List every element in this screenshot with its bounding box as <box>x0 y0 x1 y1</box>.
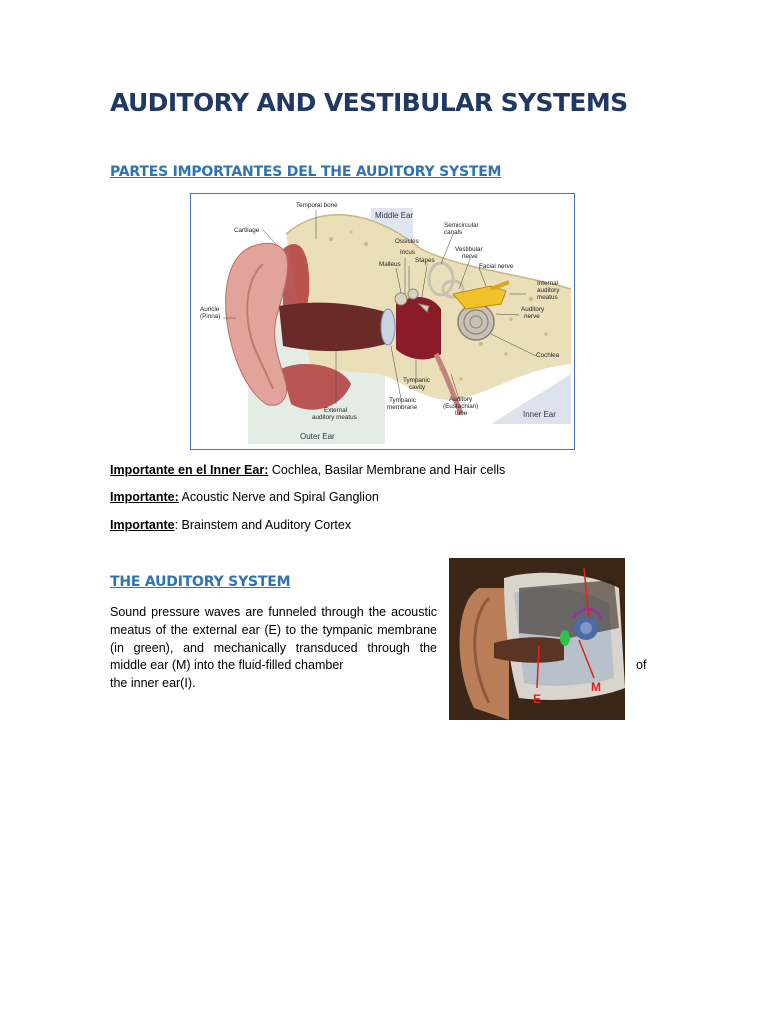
label-tympanic-cavity-1: Tympanic <box>403 377 430 384</box>
note-label: Importante: <box>110 490 179 504</box>
note-label: Importante en el Inner Ear: <box>110 463 269 477</box>
label-ossicles: Ossicles <box>395 238 419 245</box>
label-semicircular-2: canals <box>444 229 463 236</box>
ear-cross-section-photo <box>449 558 625 720</box>
label-auditory-nerve-2: nerve <box>524 313 540 320</box>
ear-anatomy-illustration <box>191 194 575 450</box>
note-text: Cochlea, Basilar Membrane and Hair cells <box>268 463 506 477</box>
label-temporal-bone: Temporal bone <box>296 202 338 209</box>
label-cartilage: Cartilage <box>234 227 260 234</box>
label-external-1: External <box>324 407 348 414</box>
paragraph-tail-word: of <box>636 658 647 672</box>
note-inner-ear <box>110 463 505 477</box>
ear-cross-section-illustration <box>449 558 625 720</box>
label-malleus: Malleus <box>379 261 401 268</box>
label-auricle-1: Auricle <box>200 306 220 313</box>
note-label: Importante <box>110 518 175 532</box>
label-tympanic-membrane-1: Tympanic <box>389 397 416 404</box>
label-middle-ear: Middle Ear <box>375 211 414 220</box>
label-stapes: Stapes <box>415 257 435 264</box>
label-vestibular-2: nerve <box>462 253 478 260</box>
label-auditory-tube-3: tube <box>455 410 468 417</box>
cochlea-shape <box>458 304 494 340</box>
label-outer-ear: Outer Ear <box>300 432 335 441</box>
note-acoustic-nerve <box>110 490 379 504</box>
label-internal-2: auditory <box>537 287 560 294</box>
note-text: Acoustic Nerve and Spiral Ganglion <box>178 490 379 504</box>
photo-label-m: M <box>591 680 601 694</box>
label-facial-nerve: Facial nerve <box>479 263 514 270</box>
label-tympanic-cavity-2: cavity <box>409 384 426 391</box>
label-tympanic-membrane-2: membrane <box>387 404 418 411</box>
photo-label-e: E <box>533 692 542 706</box>
note-brainstem <box>110 518 351 532</box>
label-semicircular-1: Semicircular <box>444 222 479 229</box>
label-internal-1: Internal <box>537 280 559 287</box>
label-auditory-tube-1: Auditory <box>449 396 473 403</box>
paragraph-auditory-system: Sound pressure waves are funneled through the acoustic meatus of the external ear (E) to the tympanic membrane (in green), and mechanically transduced through the middle ear (M) into the fluid-filled chamber <box>110 605 437 673</box>
paragraph-last-line: the inner ear(I). <box>110 676 196 690</box>
document-title: AUDITORY AND VESTIBULAR SYSTEMS <box>110 88 628 117</box>
label-inner-ear: Inner Ear <box>523 410 556 419</box>
section-heading-parts: PARTES IMPORTANTES DEL THE AUDITORY SYSTEM <box>110 164 502 180</box>
label-auditory-nerve-1: Auditory <box>521 306 545 313</box>
section-heading-auditory-system: THE AUDITORY SYSTEM <box>110 574 291 590</box>
label-incus: Incus <box>400 249 416 256</box>
label-vestibular-1: Vestibular <box>455 246 483 253</box>
label-cochlea: Cochlea <box>536 352 560 359</box>
note-text: : Brainstem and Auditory Cortex <box>174 518 352 532</box>
label-external-2: auditory meatus <box>312 414 357 421</box>
ear-anatomy-figure <box>190 193 575 450</box>
label-auditory-tube-2: (Eustachian) <box>443 403 479 410</box>
ear-canal-shape <box>279 303 386 351</box>
label-internal-3: meatus <box>537 294 558 301</box>
label-auricle-2: (Pinna) <box>200 313 221 320</box>
